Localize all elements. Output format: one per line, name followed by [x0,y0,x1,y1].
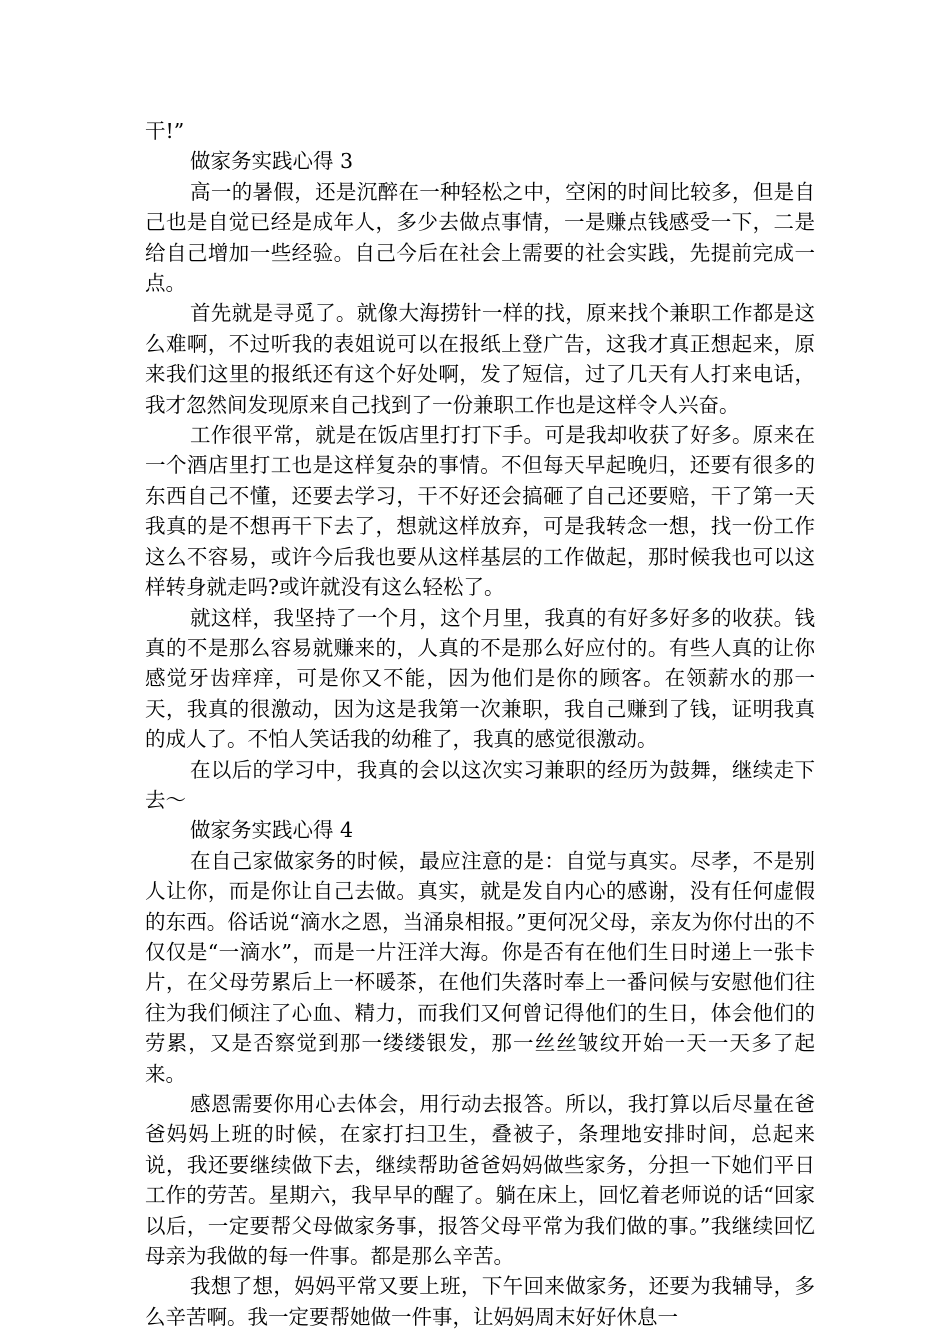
body-paragraph: 我想了想，妈妈平常又要上班，下午回来做家务，还要为我辅导，多么辛苦啊。我一定要帮她做一件事，让妈妈周末好好休息一 [145,1274,815,1329]
body-paragraph: 在以后的学习中，我真的会以这次实习兼职的经历为鼓舞，继续走下去～ [145,757,815,812]
body-paragraph: 首先就是寻觅了。就像大海捞针一样的找，原来找个兼职工作都是这么难啊，不过听我的表姐说可以在报纸上登广告，这我才真正想起来，原来我们这里的报纸还有这个好处啊，发了短信，过了几天有人打来电话，我才忽然间发现原来自己找到了一份兼职工作也是这样令人兴奋。 [145,301,815,417]
body-paragraph: 在自己家做家务的时候，最应注意的是：自觉与真实。尽孝，不是别人让你，而是你让自己去做。真实，就是发自内心的感谢，没有任何虚假的东西。俗话说“滴水之恩，当涌泉相报。”更何况父母，亲友为你付出的不仅仅是“一滴水”，而是一片汪洋大海。你是否有在他们生日时递上一张卡片，在父母劳累后上一杯暖茶，在他们失落时奉上一番问候与安慰他们往往为我们倾注了心血、精力，而我们又何曾记得他们的生日，体会他们的劳累，又是否察觉到那一缕缕银发，那一丝丝皱纹开始一天一天多了起来。 [145,848,815,1086]
document-page [145,116,815,1332]
body-paragraph: 感恩需要你用心去体会，用行动去报答。所以，我打算以后尽量在爸爸妈妈上班的时候，在家打扫卫生，叠被子，条理地安排时间，总起来说，我还要继续做下去，继续帮助爸爸妈妈做些家务，分担一下她们平日工作的劳苦。星期六，我早早的醒了。躺在床上，回忆着老师说的话“回家以后，一定要帮父母做家务事，报答父母平常为我们做的事。”我继续回忆母亲为我做的每一件事。都是那么辛苦。 [145,1092,815,1269]
paragraph-continued: 干!” [145,119,185,143]
section-heading-3: 做家务实践心得 3 [190,149,354,174]
body-paragraph: 工作很平常，就是在饭店里打打下手。可是我却收获了好多。原来在一个酒店里打工也是这样复杂的事情。不但每天早起晚归，还要有很多的东西自己不懂，还要去学习，干不好还会搞砸了自己还要赔，干了第一天我真的是不想再干下去了，想就这样放弃，可是我转念一想，找一份工作这么不容易，或许今后我也要从这样基层的工作做起，那时候我也可以这样转身就走吗?或许就没有这么轻松了。 [145,423,815,600]
section-heading-4: 做家务实践心得 4 [190,818,354,843]
body-paragraph: 就这样，我坚持了一个月，这个月里，我真的有好多好多的收获。钱真的不是那么容易就赚来的，人真的不是那么好应付的。有些人真的让你感觉牙齿痒痒，可是你又不能，因为他们是你的顾客。在领薪水的那一天，我真的很激动，因为这是我第一次兼职，我自己赚到了钱，证明我真的成人了。不怕人笑话我的幼稚了，我真的感觉很激动。 [145,605,815,752]
body-paragraph: 高一的暑假，还是沉醉在一种轻松之中，空闲的时间比较多，但是自己也是自觉已经是成年人，多少去做点事情，一是赚点钱感受一下，二是给自己增加一些经验。自己今后在社会上需要的社会实践，先提前完成一点。 [145,179,815,296]
